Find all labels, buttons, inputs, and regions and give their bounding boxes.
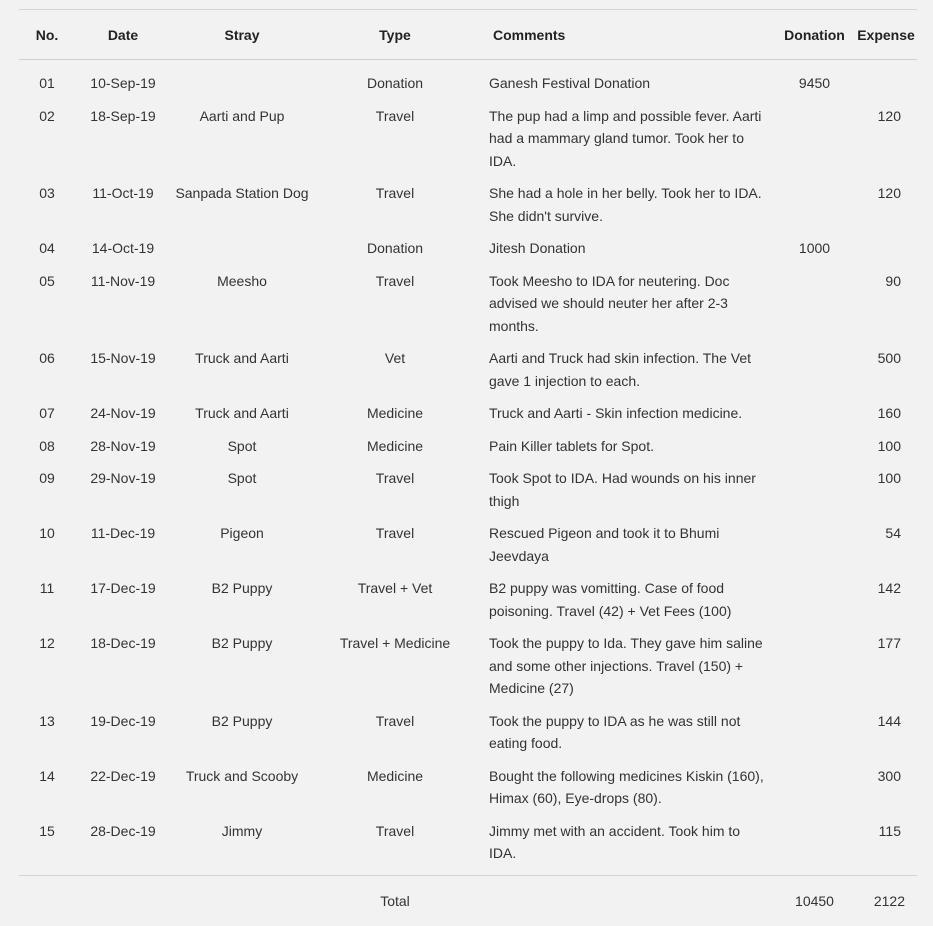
cell-stray: Jimmy xyxy=(221,822,263,839)
cell-donation xyxy=(774,467,855,522)
cell-donation xyxy=(774,632,855,710)
cell-date: 14-Oct-19 xyxy=(91,240,155,256)
cell-stray: Pigeon xyxy=(220,525,264,541)
table-row xyxy=(19,710,917,765)
header-donation: Donation xyxy=(774,10,855,60)
cell-no: 02 xyxy=(39,107,55,124)
cell-no: 15 xyxy=(39,822,55,839)
cell-comments: Rescued Pigeon and took it to Bhumi Jeevdaya xyxy=(489,525,720,564)
cell-donation xyxy=(774,820,855,876)
cell-expense: 160 xyxy=(877,405,901,421)
cell-no: 12 xyxy=(39,635,55,651)
cell-stray: Spot xyxy=(227,437,257,454)
cell-stray: B2 Puppy xyxy=(211,580,273,596)
cell-expense: 120 xyxy=(877,185,901,201)
cell-type: Travel xyxy=(375,822,415,839)
cell-stray: Truck and Scooby xyxy=(185,767,299,784)
table-row xyxy=(19,237,917,270)
header-comments: Comments xyxy=(477,10,774,60)
cell-comments: Took the puppy to Ida. They gave him saline and some other injections. Travel (150) + Medicine (27) xyxy=(489,635,763,696)
cell-donation xyxy=(774,577,855,632)
cell-stray: Truck and Aarti xyxy=(195,350,289,366)
cell-type: Travel xyxy=(375,185,415,201)
cell-type: Travel xyxy=(375,712,415,729)
header-date: Date xyxy=(75,10,171,60)
cell-type: Travel xyxy=(375,470,415,486)
table-row xyxy=(19,105,917,183)
cell-expense: 177 xyxy=(877,635,901,651)
table-body xyxy=(19,60,917,876)
header-stray: Stray xyxy=(171,10,313,60)
table-row xyxy=(19,402,917,435)
table-row xyxy=(19,820,917,876)
cell-expense: 100 xyxy=(877,470,901,486)
cell-stray: Meesho xyxy=(217,272,267,289)
cell-stray: Sanpada Station Dog xyxy=(175,185,309,201)
cell-donation xyxy=(774,105,855,183)
cell-no: 07 xyxy=(39,405,55,421)
total-row xyxy=(19,875,917,926)
cell-comments: Aarti and Truck had skin infection. The Vet gave 1 injection to each. xyxy=(489,350,752,389)
total-donation: 10450 xyxy=(774,875,855,926)
cell-type: Travel + Medicine xyxy=(339,635,451,651)
cell-donation xyxy=(774,347,855,402)
cell-expense xyxy=(855,72,917,105)
header-expense: Expense xyxy=(855,10,917,60)
cell-donation: 9450 xyxy=(798,75,831,91)
cell-no: 06 xyxy=(39,350,55,366)
cell-expense: 500 xyxy=(877,350,901,366)
cell-comments: Jimmy met with an accident. Took him to IDA. xyxy=(489,822,741,861)
cell-type: Travel + Vet xyxy=(357,580,433,596)
cell-stray xyxy=(171,237,313,270)
cell-expense: 90 xyxy=(885,272,901,289)
total-expense: 2122 xyxy=(855,875,917,926)
cell-comments: Took Spot to IDA. Had wounds on his inner thigh xyxy=(489,470,756,509)
cell-donation: 1000 xyxy=(798,240,831,256)
cell-date: 11-Dec-19 xyxy=(90,525,156,541)
cell-type: Travel xyxy=(375,272,415,289)
cell-type: Medicine xyxy=(366,437,424,454)
cell-no: 11 xyxy=(39,580,55,596)
cell-date: 22-Dec-19 xyxy=(90,767,156,784)
cell-date: 11-Nov-19 xyxy=(90,272,156,289)
cell-type: Vet xyxy=(384,350,406,366)
cell-date: 11-Oct-19 xyxy=(92,185,154,201)
cell-expense: 115 xyxy=(878,822,901,839)
cell-donation xyxy=(774,765,855,820)
cell-comments: B2 puppy was vomitting. Case of food poisoning. Travel (42) + Vet Fees (100) xyxy=(489,580,732,619)
header-type: Type xyxy=(313,10,477,60)
cell-comments: Took Meesho to IDA for neutering. Doc advised we should neuter her after 2-3 months. xyxy=(489,272,730,334)
cell-no: 05 xyxy=(39,272,55,289)
table-row xyxy=(19,435,917,468)
cell-type: Donation xyxy=(366,75,424,91)
table-row xyxy=(19,270,917,348)
cell-expense: 144 xyxy=(877,712,901,729)
table-row xyxy=(19,72,917,105)
cell-comments: She had a hole in her belly. Took her to IDA. She didn't survive. xyxy=(489,185,762,224)
table-row xyxy=(19,467,917,522)
cell-stray: B2 Puppy xyxy=(211,635,273,651)
cell-comments: Took the puppy to IDA as he was still not eating food. xyxy=(489,712,741,751)
header-no: No. xyxy=(19,10,75,60)
cell-comments: The pup had a limp and possible fever. Aarti had a mammary gland tumor. Took her to IDA. xyxy=(489,107,762,169)
table-row xyxy=(19,765,917,820)
cell-type: Medicine xyxy=(366,405,424,421)
table-row xyxy=(19,632,917,710)
cell-donation xyxy=(774,402,855,435)
cell-type: Donation xyxy=(366,240,424,256)
cell-no: 08 xyxy=(39,437,55,454)
cell-stray: Spot xyxy=(227,470,257,486)
table-row xyxy=(19,522,917,577)
cell-date: 10-Sep-19 xyxy=(90,75,156,91)
cell-date: 24-Nov-19 xyxy=(90,405,156,421)
cell-no: 14 xyxy=(39,767,55,784)
cell-expense xyxy=(855,237,917,270)
cell-date: 28-Nov-19 xyxy=(90,437,156,454)
cell-no: 03 xyxy=(39,185,55,201)
cell-type: Medicine xyxy=(366,767,424,784)
cell-date: 18-Dec-19 xyxy=(90,635,156,651)
cell-donation xyxy=(774,522,855,577)
table-row xyxy=(19,577,917,632)
cell-type: Travel xyxy=(375,525,415,541)
cell-donation xyxy=(774,710,855,765)
cell-donation xyxy=(774,270,855,348)
cell-date: 18-Sep-19 xyxy=(90,107,156,124)
cell-no: 01 xyxy=(39,75,55,91)
table-row xyxy=(19,182,917,237)
total-label: Total xyxy=(313,875,477,926)
cell-comments: Truck and Aarti - Skin infection medicine. xyxy=(489,405,743,421)
cell-donation xyxy=(774,435,855,468)
cell-donation xyxy=(774,182,855,237)
cell-expense: 54 xyxy=(885,525,901,541)
cell-expense: 300 xyxy=(877,767,901,784)
cell-expense: 120 xyxy=(877,107,901,124)
cell-stray: B2 Puppy xyxy=(211,712,273,729)
cell-no: 10 xyxy=(39,525,55,541)
table-row xyxy=(19,347,917,402)
cell-type: Travel xyxy=(375,107,415,124)
cell-no: 04 xyxy=(39,240,55,256)
cell-expense: 100 xyxy=(877,437,901,454)
cell-expense: 142 xyxy=(877,580,901,596)
cell-date: 17-Dec-19 xyxy=(90,580,156,596)
cell-no: 09 xyxy=(39,470,55,486)
cell-stray: Aarti and Pup xyxy=(199,107,285,124)
expense-table xyxy=(19,10,917,926)
table-header-row xyxy=(19,10,917,60)
cell-date: 28-Dec-19 xyxy=(90,822,156,839)
cell-comments: Pain Killer tablets for Spot. xyxy=(489,437,654,454)
cell-comments: Jitesh Donation xyxy=(489,240,586,256)
cell-stray: Truck and Aarti xyxy=(195,405,289,421)
cell-stray xyxy=(171,72,313,105)
cell-date: 29-Nov-19 xyxy=(90,470,156,486)
cell-date: 19-Dec-19 xyxy=(90,712,156,729)
cell-comments: Ganesh Festival Donation xyxy=(489,75,651,91)
cell-comments: Bought the following medicines Kiskin (160), Himax (60), Eye-drops (80). xyxy=(489,767,764,806)
cell-date: 15-Nov-19 xyxy=(90,350,156,366)
cell-no: 13 xyxy=(39,712,55,729)
